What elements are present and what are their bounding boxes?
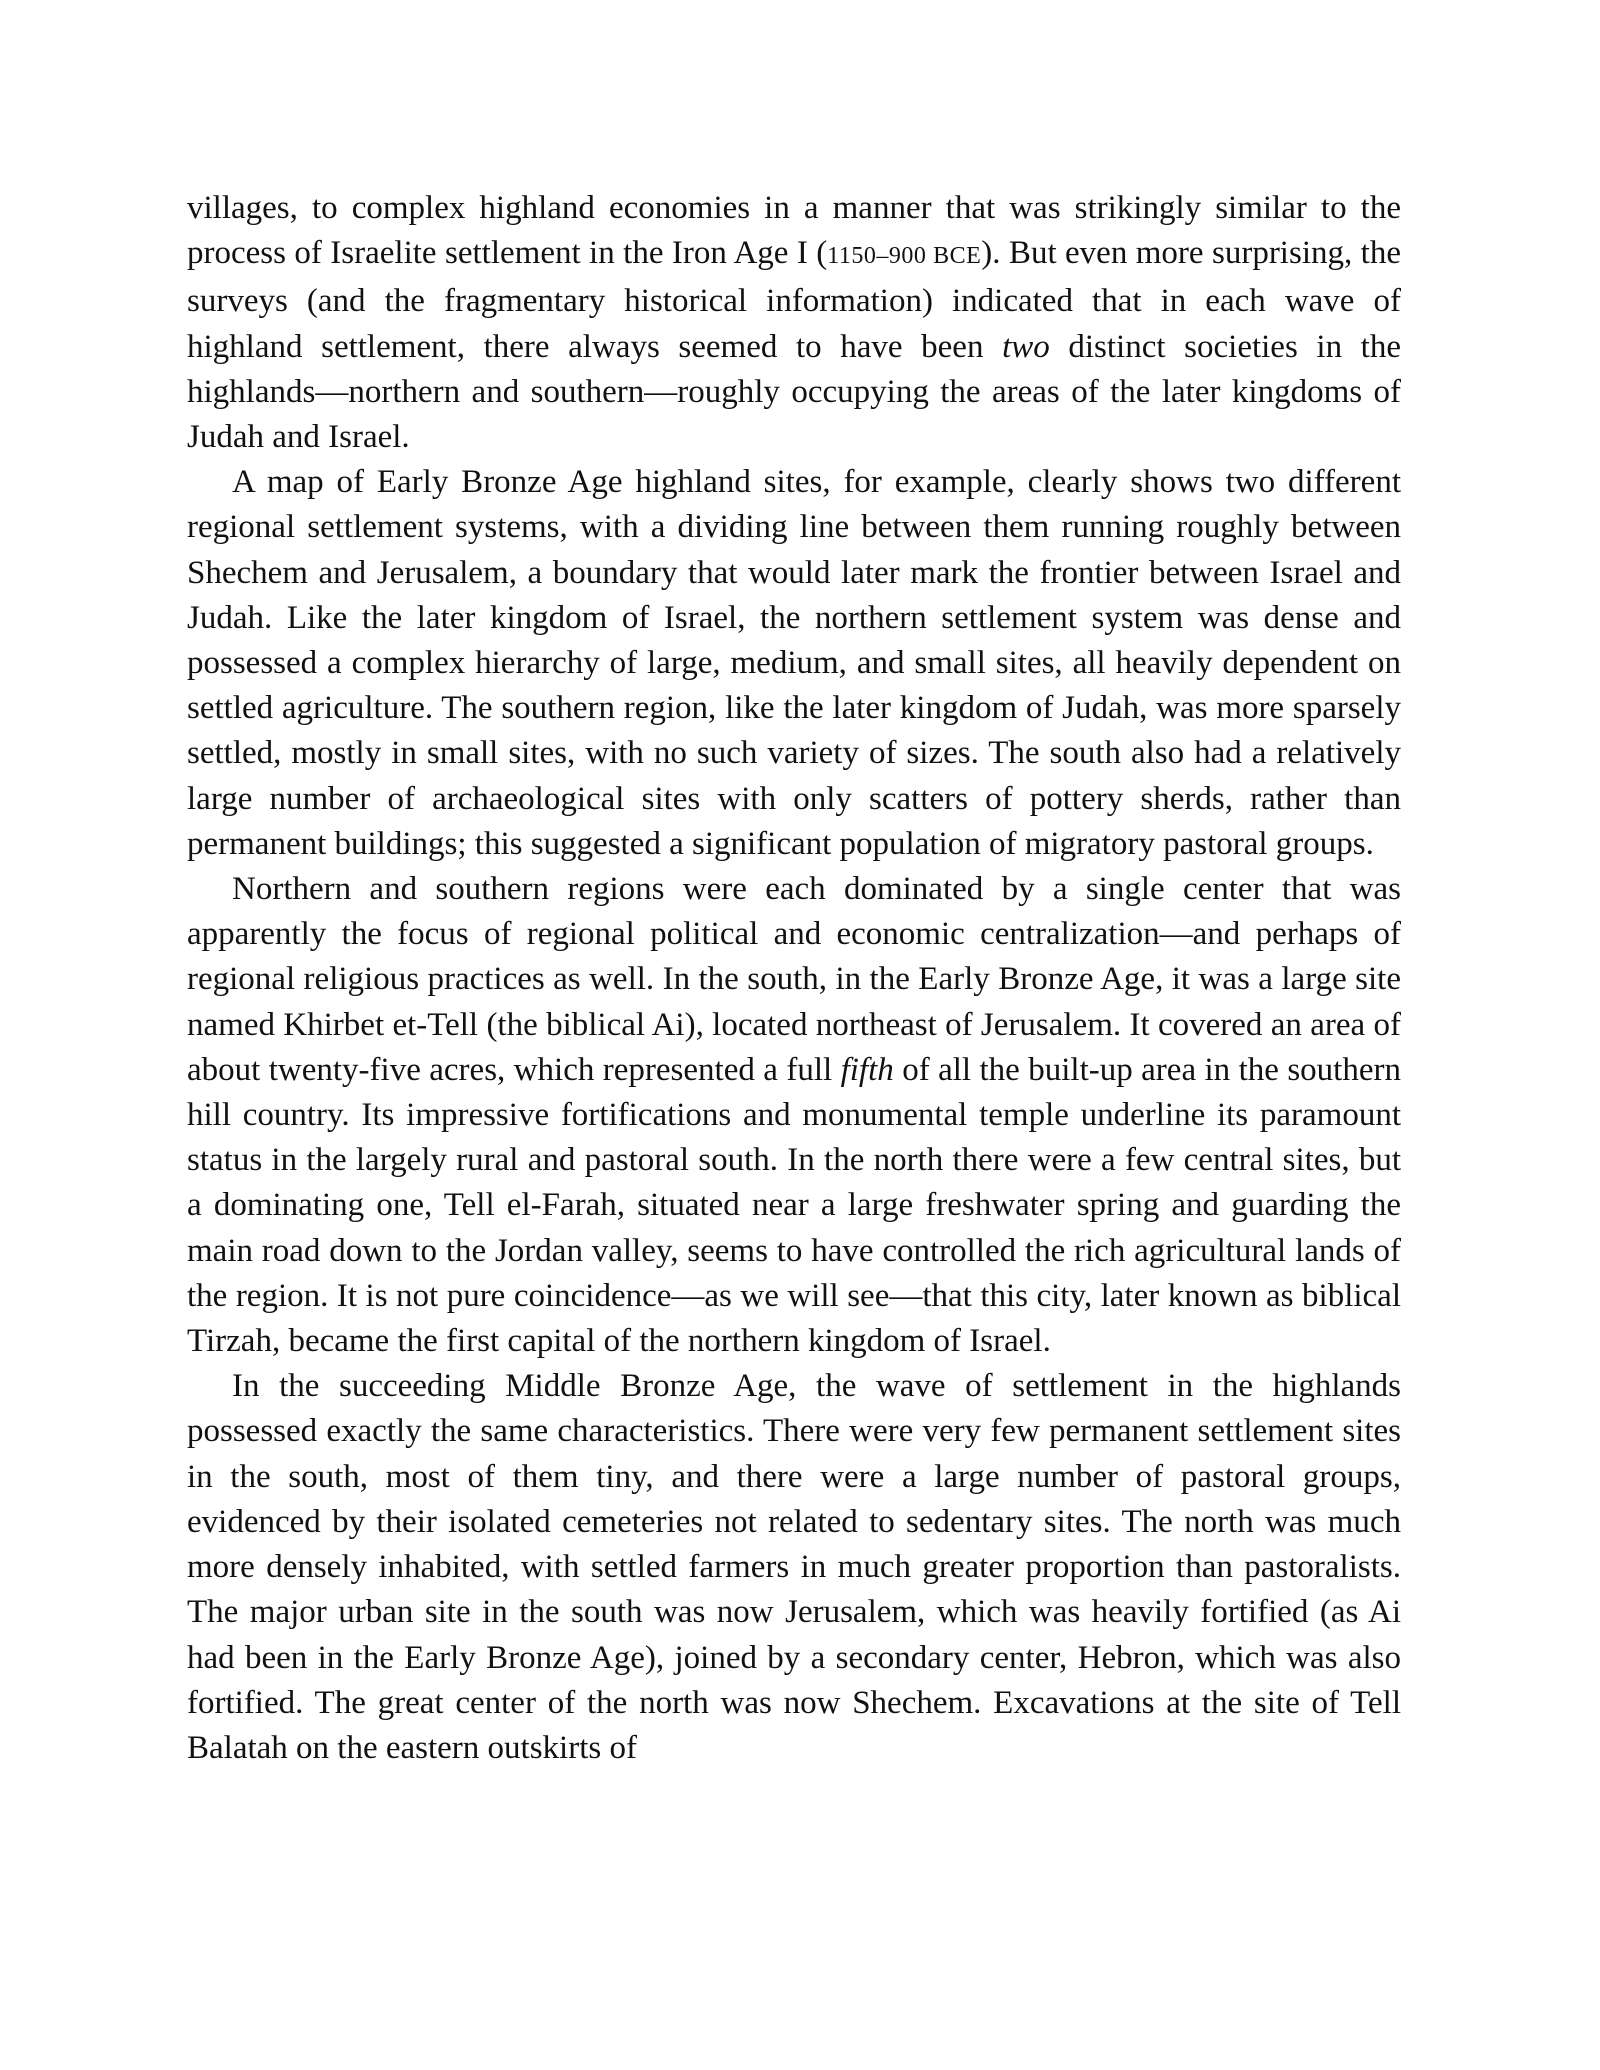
emphasis-two: two (1002, 328, 1050, 365)
paragraph-3-text-b: of all the built-up area in the southern hill country. Its impressive fortifications and monumental temple underline its paramount status in the largely rural and pastoral south. In the north there were a few central sites, but a dominating one, Tell el-Farah, situated near a large freshwater spring and guarding the main road down to the Jordan valley, seems to have controlled the rich agricultural lands of the region. It is not pure coincidence—as we will see—that this city, later known as biblical Tirzah, became the first capital of the northern kingdom of Israel. (187, 1051, 1401, 1360)
paragraph-1-text-a: villages, to complex highland economies in a manner that was strikingly similar to the process of Israelite settlement in the Iron Age I ( (187, 190, 1401, 272)
paragraph-1 (187, 186, 1401, 460)
paragraph-3-text-a: Northern and southern regions were each dominated by a single center that was apparently the focus of regional political and economic centralization—and perhaps of regional religious practices as well. In the south, in the Early Bronze Age, it was a large site named Khirbet et-Tell (the biblical Ai), located northeast of Jerusalem. It covered an area of about twenty-five acres, which represented a full (187, 871, 1401, 1088)
paragraph-3 (187, 867, 1401, 1364)
emphasis-fifth: fifth (840, 1051, 894, 1088)
paragraph-1-text-c: distinct societies in the highlands—northern and southern—roughly occupying the areas of the later kingdoms of Judah and Israel. (187, 328, 1402, 456)
paragraph-1-text-b: ). But even more surprising, the surveys (and the fragmentary historical information) indicated that in each wave of highland settlement, there always seemed to have been (187, 235, 1401, 365)
date-range: 1150–900 BCE (827, 243, 982, 270)
page-body (187, 186, 1401, 1771)
paragraph-2: A map of Early Bronze Age highland sites, for example, clearly shows two different regional settlement systems, with a dividing line between them running roughly between Shechem and Jerusalem, a boundary that would later mark the frontier between Israel and Judah. Like the later kingdom of Israel, the northern settlement system was dense and possessed a complex hierarchy of large, medium, and small sites, all heavily dependent on settled agriculture. The southern region, like the later kingdom of Judah, was more sparsely settled, mostly in small sites, with no such variety of sizes. The south also had a relatively large number of archaeological sites with only scatters of pottery sherds, rather than permanent buildings; this suggested a significant population of migratory pastoral groups. (187, 464, 1401, 862)
paragraph-4: In the succeeding Middle Bronze Age, the wave of settlement in the highlands possessed exactly the same characteristics. There were very few permanent settlement sites in the south, most of them tiny, and there were a large number of pastoral groups, evidenced by their isolated cemeteries not related to sedentary sites. The north was much more densely inhabited, with settled farmers in much greater proportion than pastoralists. The major urban site in the south was now Jerusalem, which was heavily fortified (as Ai had been in the Early Bronze Age), joined by a secondary center, Hebron, which was also fortified. The great center of the north was now Shechem. Excavations at the site of Tell Balatah on the eastern outskirts of (187, 1368, 1401, 1766)
